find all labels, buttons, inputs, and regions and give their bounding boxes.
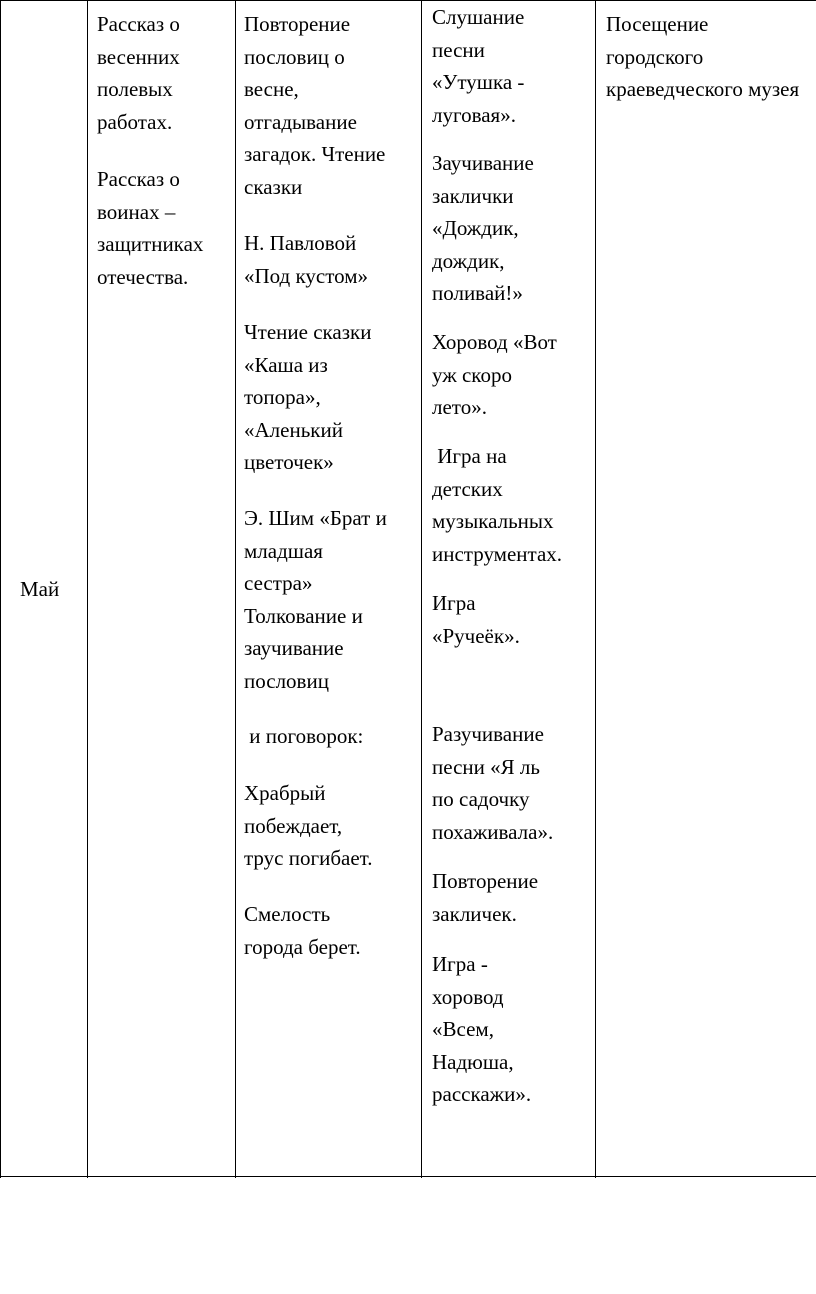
reading-cell [236, 1, 421, 1178]
text-paragraph: Посещение городского краеведческого музея [606, 12, 800, 101]
text-paragraph: Смелость города берет. [244, 902, 361, 959]
text-paragraph: Разучивание песни «Я ль по садочку похаживала». [432, 722, 554, 844]
text-paragraph: Игра - хоровод «Всем, Надюша, расскажи». [432, 952, 532, 1106]
excursion-cell [596, 1, 816, 1178]
text-paragraph: Чтение сказки «Каша из топора», «Аленький цветочек» [244, 320, 372, 474]
text-paragraph: Хоровод «Вот уж скоро лето». [432, 330, 557, 419]
text-paragraph: Н. Павловой «Под кустом» [244, 231, 369, 288]
month-cell [0, 1, 87, 1178]
text-paragraph: Заучивание заклички «Дождик, дождик, поливай!» [432, 151, 534, 305]
stories-cell [88, 1, 235, 1178]
text-paragraph: Э. Шим «Брат и младшая сестра» Толкование и заучивание пословиц [244, 506, 387, 693]
text-paragraph: Игра на детских музыкальных инструментах. [432, 444, 563, 566]
text-paragraph: Слушание песни «Утушка - луговая». [432, 5, 525, 127]
text-paragraph: Рассказ о воинах – защитниках отечества. [97, 167, 204, 289]
music-cell [422, 1, 595, 1178]
text-paragraph: Повторение пословиц о весне, отгадывание загадок. Чтение сказки [244, 12, 386, 199]
text-paragraph: Игра «Ручеёк». [432, 591, 520, 648]
text-paragraph: и поговорок: [244, 724, 364, 748]
text-paragraph: Храбрый побеждает, трус погибает. [244, 781, 373, 870]
month-label: Май [20, 577, 60, 601]
text-paragraph: Рассказ о весенних полевых работах. [97, 12, 180, 134]
text-paragraph: Повторение закличек. [432, 869, 539, 926]
